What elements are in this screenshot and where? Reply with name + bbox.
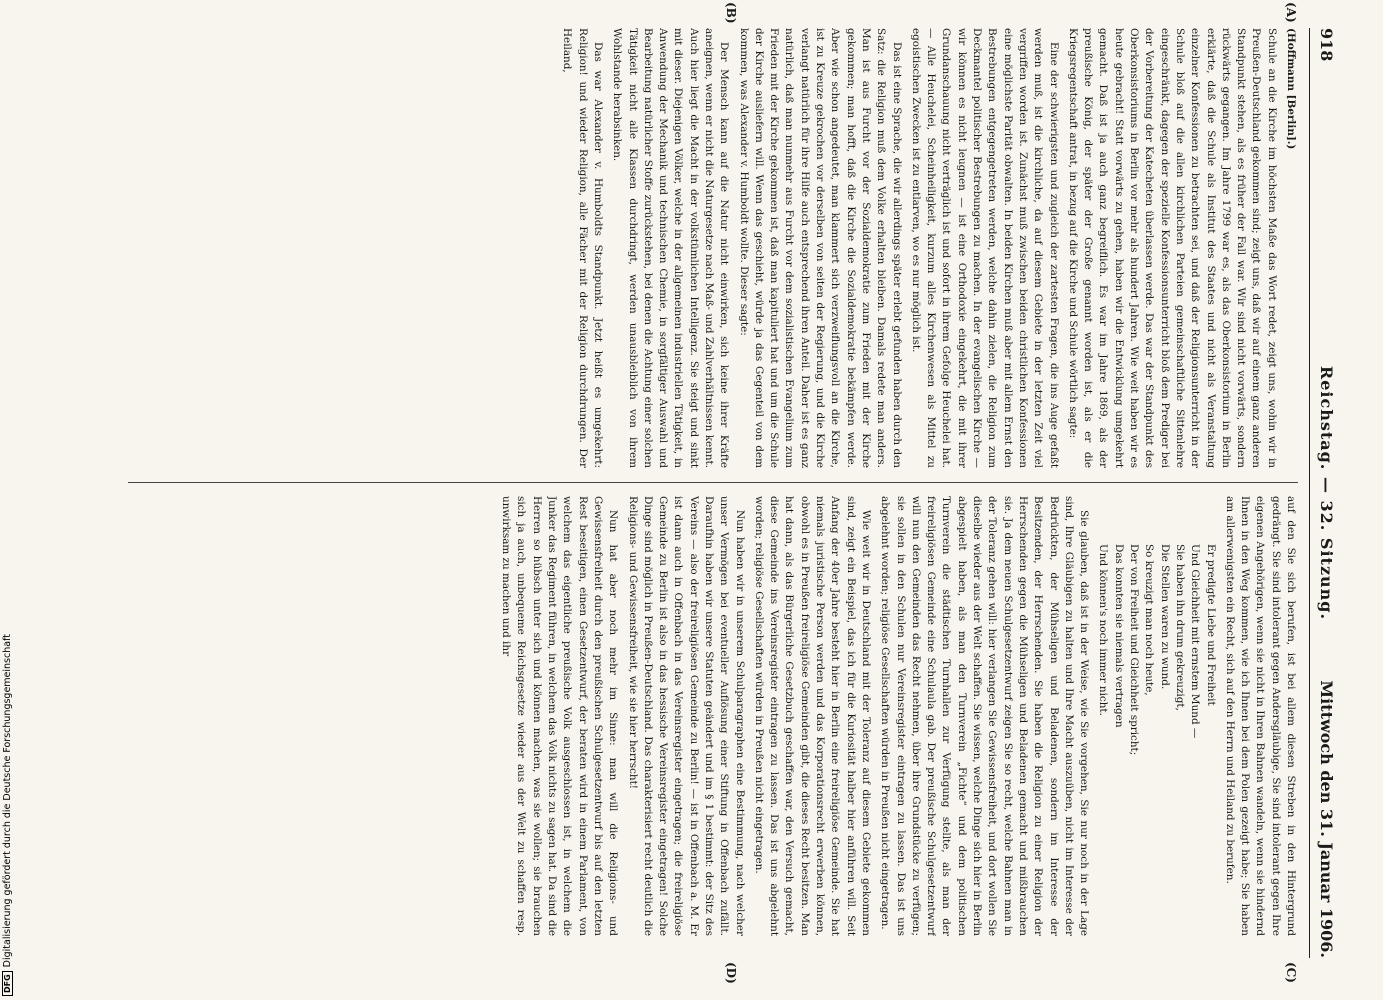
margin-marker-a: (A) [1284, 2, 1298, 23]
dfg-logo: DFG [2, 971, 13, 996]
page-header [1310, 28, 1338, 958]
right-column [118, 496, 1298, 936]
document-page [88, 2, 1338, 984]
poem-line: Und Gleichheit mit ernstem Mund — [1189, 544, 1202, 739]
paragraph: Sie glauben, daß ist in der Weise, wie Sie vorgehen, Sie nur noch in der Lage sind, Ihre Gläubigen zu halten und Ihre Macht auszuüben, nicht im Interesse der Bedrückten, der Mühseligen und Beladenen, sondern im Interesse der Besitzenden, der Herrschenden. Sie haben die Religion zu einer Religion der Herrschenden gegen die Mühseligen und Beladenen gemacht und mißbrauchen sie. Ja dem neuen Schulgesetzentwurf zeigen Sie so recht, welche Bahnen man in der Toleranz gehen will: hier verlangen Sie Gewissensfreiheit, und dort wollen Sie dieselbe wieder aus der Welt schaffen. Sie wissen, welche Dinge sich hier in Berlin abgespielt haben, als man den Turnverein „Fichte“ und dem politischen Turnverein die städtischen Turnhallen zur Verfügung stellte, als man der freireligiösen Gemeinde eine Schulaula gab. Der preußische Schulgesetzentwurf will nun den Gemeinden das Recht nehmen, über ihre Grundstücke zu verfügen; sie sollen in den Schulen nur Vereinsregister eintragen zu lassen. Das ist uns abgelehnt worden; religiöse Gesellschaften würden in Preußen nicht eingetragen. [879, 496, 1091, 936]
poem-line: Er predigte Liebe und Freiheit [1204, 544, 1217, 706]
left-column [118, 28, 1298, 468]
paragraph: auf den Sie sich berufen, ist bei allem diesen Streben in den Hintergrund gedrängt. Sie sind intolerant gegen Andersgläubige, Sie sind intolerant gegen Ihre eigenen Angehörigen, wenn sie nicht in Ihren Bahnen wandeln, wenn sie hindernd Ihnen in den Weg kommen, wie ich Ihnen bei dem Polen gezeigt habe; Sie haben am allerwenigsten ein Recht, sich auf den Herrn und Heiland zu berufen. [1223, 496, 1297, 936]
header-rule [1309, 28, 1310, 958]
poem-line: So kreuzigt man noch heute, [1143, 544, 1156, 696]
poem-line: Sie haben ihn drum gekreuzigt, [1173, 544, 1186, 711]
poem-line: Der von Freiheit und Gleichheit spricht; [1128, 544, 1141, 756]
credit-text: Digitalisierung gefördert durch die Deutsche Forschungsgemeinschaft [2, 634, 13, 968]
paragraph: Schule an die Kirche im höchsten Maße das Wort redet, zeigt uns, wohin wir in Preußen-Deutschland gekommen sind; zeigt uns, daß wir auf einem ganz anderen Standpunkt stehen, als es früher der Fall war. Wir sind nicht vorwärts, sondern rückwärts gegangen. Im Jahre 1799 war es, als das Oberkonsistorium in Berlin erklärte, daß die Schule als Institut des Staates und nicht als Veranstaltung einzelner Konfessionen zu betrachten sei, und daß der Religionsunterricht in der Schule bloß auf die allen kirchlichen Parteien gemeinschaftliche Sittenlehre eingeschränkt, dagegen der spezielle Konfessionsunterricht bloß dem Prediger bei der Vorbereitung der Katecheten überlassen werde. Das war der Standpunkt des Oberkonsistoriums in Berlin vor mehr als hundert Jahren. Wie weit haben wir es heute gebracht! Statt vorwärts zu gehen, haben wir die Entwicklung umgekehrt gemacht. Daß ist ja auch ganz begreiflich. Es war im Jahre 1869, als der preußische König, der später der Große genannt worden ist, als er die Kriegsregentschaft antrat, in bezug auf die Kirche und Schule wörtlich sagte: [1066, 28, 1278, 468]
margin-marker-d: (D) [724, 962, 738, 984]
poem-block [1095, 544, 1217, 936]
page-title: Reichstag. — 32. Sitzung. [1317, 365, 1336, 621]
paragraph: Das ist eine Sprache, die wir allerdings später erlebt gefunden haben durch den Satz: die Religion muß dem Volke erhalten bleiben. Damals redete man anders. Man ist aus Furcht vor der Sozialdemokratie zum Frieden mit der Kirche gekommen; man hofft, daß die Kirche die Sozialdemokratie bekämpfen werde. Aber wie schon angedeutet, man klammert sich verzweiflungsvoll an die Kirche, ist zu Kreuze gekrochen vor derselben von seiten der Regierung, und die Kirche verlangt natürlich für ihre Hilfe auch entsprechend ihren Anteil. Daher ist es ganz natürlich, daß man nunmehr aus Furcht vor dem sozialistischen Evangelium zum Frieden mit der Kirche gekommen ist, daß man kapituliert hat und um die Schule der Kirche ausliefern will. Wenn das geschieht, würde ja das Gegenteil von dem kommen, was Alexander v. Humboldt wollte. Dieser sagte: [737, 28, 903, 468]
column-divider [128, 482, 1298, 483]
paragraph: Das war Alexander v. Humboldts Standpunkt. Jetzt heißt es umgekehrt: Religion! und wieder Religion, alle Fächer mit der Religion durchdrungen. Der Heiland, [561, 28, 604, 468]
session-date: Mittwoch den 31. Januar 1906. [1317, 680, 1336, 958]
digitization-credit [2, 36, 16, 996]
paragraph: Nun haben wir in unserem Schulparagraphen eine Bestimmung, nach welcher unser Vermögen bei eventueller Auflösung einer Stiftung in Offenbach zufällt. Daraufhin haben wir unsere Statuten geändert und im § 1 bestimmt: der Sitz des Vereins — also der freireligiösen Gemeinde zu Berlin! — ist in Offenbach a. M. Er ist dann auch in Offenbach in das Vereinsregister eingetragen; die freireligiöse Gemeinde zu Berlin ist also in das hessische Vereinsregister eingetragen! Solche Dinge sind möglich in Preußen-Deutschland. Das charakterisiert recht deutlich die Religions- und Gewissensfreiheit, wie sie hier herrscht! [626, 496, 746, 936]
quote-paragraph: Der Mensch kann auf die Natur nicht einwirken, sich keine ihrer Kräfte aneignen, wenn er nicht die Naturgesetze nach Maß- und Zahlverhältnissen kennt. Auch hier liegt die Macht in der volkstümlichen Intelligenz. Sie steigt und sinkt mit dieser. Diejenigen Völker, welche in der allgemeinen industriellen Tätigkeit, in Anwendung der Mechanik und technischen Chemie, in sorgfältiger Auswahl und Bearbeitung natürlicher Stoffe zurückstehen, bei denen die Achtung einer solchen Tätigkeit nicht alle Klassen durchdringt, werden unausbleiblich von ihrem Wohlstande herabsinken. [611, 28, 731, 468]
page-number: 918 [1317, 28, 1336, 62]
paragraph: Wie weit wir in Deutschland mit der Toleranz auf diesem Gebiete gekommen sind, zeigt ein Beispiel, das ich für die Kuriosität halber hier anführen will. Seit Anfang der 40er Jahre besteht hier in Berlin eine freireligiöse Gemeinde. Sie hat niemals juristische Person werden und das Korporationsrecht erwerben können, obwohl es in Preußen freireligiöse Gemeinden gibt, die dieses Recht besitzen. Man hat dann, als das Bürgerliche Gesetzbuch geschaffen war, den Versuch gemacht, diese Gemeinde ins Vereinsregister eintragen zu lassen. Das ist uns abgelehnt worden; religiöse Gesellschaften würden in Preußen nicht eingetragen. [752, 496, 872, 936]
margin-marker-b: (B) [724, 2, 738, 24]
quote-paragraph: Eine der schwierigsten und zugleich der zartesten Fragen, die ins Auge gefaßt werden muß, ist die kirchliche, da auf diesem Gebiete in der letzten Zeit viel vergriffen worden ist. Zunächst muß zwischen beiden christlichen Konfessionen eine möglichste Parität obwalten. In beiden Kirchen muß aber mit allem Ernst den Bestrebungen entgegengetreten werden, welche dahin zielen, die Religion zum Deckmantel politischer Bestrebungen zu machen. In der evangelischen Kirche — wir können es nicht leugnen — ist eine Orthodoxie eingekehrt, die mit ihrer Grundanschauung nicht verträglich ist und sofort in ihrem Gefolge Heuchelei hat. — Alle Heuchelei, Scheinheiligkeit, kurzum alles Kirchenwesen als Mittel zu egoistischen Zwecken ist zu entlarven, wo es nur möglich ist. [909, 28, 1060, 468]
speaker-name: (Hoffmann [Berlin].) [1285, 28, 1297, 150]
paragraph: Nun hat aber noch mehr im Sinne: man will die Religions- und Gewissensfreiheit durch den preußischen Schulgesetzentwurf bis auf den letzten Rest beseitigen, einen Gesetzentwurf, der beraten wird in einem Parlament, von welchem das eigentliche preußische Volk ausgeschlossen ist, in welchem die Junker das Regiment führen, in welchem das Volk nichts zu sagen hat. Da sind die Herren so hübsch unter sich und können machen, was sie wollen; sie brauchen sich ja auch, unbequeme Reichsgesetze wieder aus der Welt zu schaffen resp. unwirksam zu machen und ihr [500, 496, 620, 936]
poem-line: Das konnten sie niemals vertragen [1112, 544, 1125, 728]
poem-line: Die Stellen waren zu wund. [1158, 544, 1171, 690]
poem-line: Und können's noch immer nicht. [1097, 544, 1110, 716]
margin-marker-c: (C) [1284, 962, 1298, 983]
